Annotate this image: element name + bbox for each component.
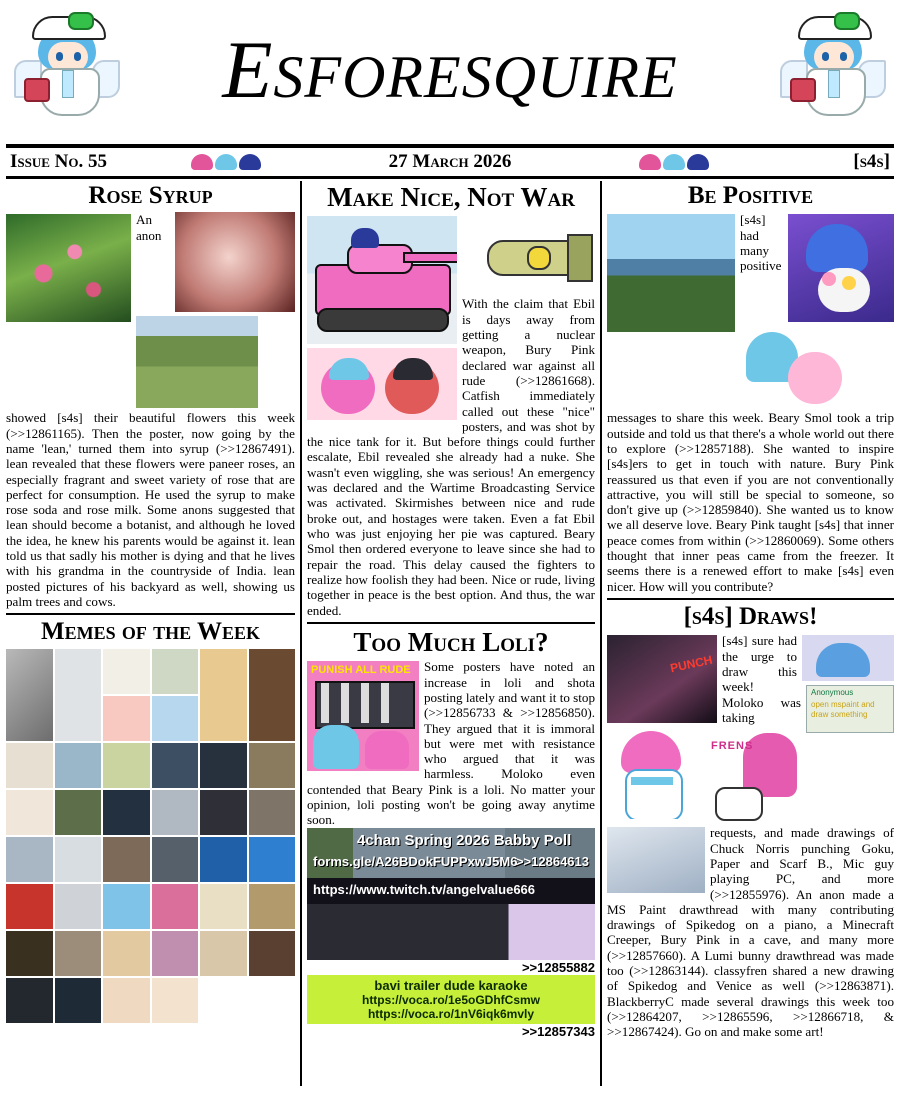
poll-title: 4chan Spring 2026 Babby Poll xyxy=(357,831,572,849)
meme-tile xyxy=(55,837,102,882)
meme-tile xyxy=(152,743,199,788)
meme-tile xyxy=(103,743,150,788)
hug-image xyxy=(307,348,457,420)
meme-tile xyxy=(200,884,247,929)
meme-tile xyxy=(152,696,199,741)
punch-sfx-label: PUNCH xyxy=(669,652,714,676)
meme-tile xyxy=(249,649,296,741)
karaoke-title: bavi trailer dude karaoke xyxy=(374,977,528,993)
be-positive-heading: Be Positive xyxy=(687,182,814,209)
too-much-loli-heading: Too Much Loli? xyxy=(353,626,549,657)
meme-tile xyxy=(6,978,53,1023)
backyard-photo xyxy=(136,316,258,408)
meme-tile xyxy=(55,790,102,835)
frens-label: FRENS xyxy=(711,740,754,753)
meme-tile xyxy=(6,931,53,976)
meme-tile xyxy=(55,978,102,1023)
nice-tank-image xyxy=(307,216,457,344)
twitch-banner[interactable] xyxy=(307,878,595,904)
meme-tile xyxy=(103,790,150,835)
meme-tile xyxy=(103,837,150,882)
speech-bubble xyxy=(806,685,894,733)
meme-tile xyxy=(200,931,247,976)
meme-tile xyxy=(103,884,150,929)
s4s-draws-body: [s4s] sure had the urge to draw this week! Moloko was taking requests, and made drawings of Chuck Norris punching Goku, Paper and Scarf B., Mic guy playing PC, and more (>>12855976). An anon made a MS Paint drawthread with many contributing drawings of Spikedog on a piano, a Minecraft Creeper, Bury Pink in a cave, and many more (>>12857660). A Lumi bunny drawthread was made too (>>12863144). classyfren shared a new drawing of Spikedog and Venice as well (>>12863871). BlackberryC made several drawings this week too (>>12864207, >>12865596, >>12866718, & >>12867424). Go on and make some art! xyxy=(607,633,894,1040)
page-title xyxy=(6,10,894,137)
face-icon-blue-2 xyxy=(663,154,685,170)
issue-date: 27 March 2026 xyxy=(388,151,512,172)
classyfren-drawing xyxy=(607,827,705,893)
paneer-rose-photo xyxy=(175,212,295,312)
twitch-url[interactable]: https://www.twitch.tv/angelvalue666 xyxy=(313,881,536,897)
meme-tile xyxy=(200,837,247,882)
meme-tile xyxy=(249,931,296,976)
meme-tile xyxy=(6,884,53,929)
column-middle xyxy=(302,181,602,1086)
meme-tile xyxy=(103,649,150,694)
meme-tile xyxy=(152,978,199,1023)
meme-tile xyxy=(55,743,102,788)
speech-author: Anonymous xyxy=(811,688,854,698)
beary-pink-image xyxy=(740,326,848,408)
meme-tile xyxy=(6,790,53,835)
punish-all-rude-poster xyxy=(307,661,419,771)
meme-tile xyxy=(249,884,296,929)
masthead xyxy=(6,4,894,148)
masthead-title-first: E xyxy=(222,24,274,115)
memes-mosaic xyxy=(6,649,295,1023)
meme-tile xyxy=(6,743,53,788)
moloko-punch-drawing xyxy=(607,635,717,723)
mic-guy-drawing xyxy=(802,635,894,681)
meme-tile xyxy=(152,884,199,929)
face-icon-navy-2 xyxy=(687,154,709,170)
meme-tile xyxy=(200,743,247,788)
face-icons-right xyxy=(639,154,709,170)
speech-text: open mspaint and draw something xyxy=(811,700,875,719)
meme-tile xyxy=(249,837,296,882)
face-icon-pink-2 xyxy=(639,154,661,170)
issue-bar xyxy=(6,148,894,179)
karaoke-ref[interactable]: >>12857343 xyxy=(521,1023,595,1039)
meme-tile xyxy=(152,931,199,976)
masthead-title-rest: SFORESQUIRE xyxy=(273,44,678,110)
meme-tile xyxy=(6,649,53,741)
bury-pink-flowers-image xyxy=(788,214,894,322)
karaoke-banner[interactable] xyxy=(307,975,595,1024)
meme-tile xyxy=(55,931,102,976)
babby-poll-banner[interactable] xyxy=(307,828,595,878)
meme-tile xyxy=(103,978,150,1023)
issue-label-text: Issue No. xyxy=(10,151,84,172)
too-much-loli-body: Some posters have noted an increase in loli and shota posting lately and want it to stop (>>12856733 & >>12856850). They argued that it is immoral but were met with resistance who argued that it was harmless. Moloko even contended that Beary Pink is a loli. No matter your opinion, loli posting won't be going away anytime soon. xyxy=(307,659,595,828)
cliff-trip-photo xyxy=(607,214,735,332)
make-nice-body: With the claim that Ebil is days away from getting a nuclear weapon, Bury Pink declared war against all rude (>>12861668). Catfish immediately called out these "nice" posters, and was shot by the nice tank for it. But before things could further escalate, Ebil revealed she already had a nuke. She wasn't even wiggling, she was serious! An emergency was declared and the Wartime Broadcasting Service was activated. Skirmishes between nice and rude broke out, and hostages were taken. Even a fat Ebil who was just enjoying her pie was captured. Beary Smol then ordered everyone to leave since she had to repair the road. This delay caused the fighters to realize how foolish they had been. Nice or rude, living together in peace is the best option. And thus, the war ended. xyxy=(307,296,595,618)
poll-url[interactable]: forms.gle/A26BDokFUPPxwJ5M6 xyxy=(313,853,518,869)
spikedog-drawing xyxy=(607,727,699,819)
meme-tile xyxy=(152,837,199,882)
meme-tile xyxy=(55,884,102,929)
meme-tile xyxy=(6,837,53,882)
karaoke-link-1[interactable]: https://voca.ro/1e5oGDhfCsmw xyxy=(361,992,541,1007)
memes-heading: Memes of the Week xyxy=(41,618,260,646)
article-columns xyxy=(6,181,894,1086)
s4s-draws-heading: [s4s] Draws! xyxy=(683,603,818,630)
lumi-bunny-drawing xyxy=(709,727,801,823)
meme-tile xyxy=(249,743,296,788)
rose-syrup-body: An anon showed [s4s] their beautiful flowers this week (>>12861165). Then the poster, now going by the name 'lean,' turned them into syrup (>>12867491). lean revealed that these flowers were paneer roses, an especially fragrant and sweet variety of rose that are perfect for consumption. He used the syrup to make rose soda and rose milk. Some anons suggested that lean should become a botanist, and although he loved the idea, he knew his parents would be against it. lean told us that sadly his mother is dying and that he lives with his grandma in the countryside of India. lean posted pictures of his backyard as well, showing us palm trees and cows. xyxy=(6,212,295,609)
rose-photo xyxy=(6,214,131,322)
meme-tile xyxy=(249,790,296,835)
poll-ref[interactable]: >>12864613 xyxy=(515,853,589,869)
be-positive-body: [s4s] had many positive messages to share this week. Beary Smol took a trip outside and told us that there's a whole world out there to explore (>>12857188). She wanted to inspire [s4s]ers to get in touch with nature. Bury Pink reassured us that even if you are not conventionally attractive, you will still be special to someone, so don't give up (>>12859840). She wanted us to know we all deserve love. Beary Pink taught [s4s] that inner peace comes from within (>>12860069). Some others thought that inner peas came from the freezer. It seems there is a renewed effort to make [s4s] even nicer. How will you contribute? xyxy=(607,212,894,594)
issue-number: 55 xyxy=(88,151,107,172)
column-left xyxy=(6,181,302,1086)
board-tag: [s4s] xyxy=(853,151,890,172)
meme-tile xyxy=(200,790,247,835)
karaoke-link-2[interactable]: https://voca.ro/1nV6iqk6mvly xyxy=(367,1006,535,1021)
make-nice-heading: Make Nice, Not War xyxy=(327,182,575,212)
twitch-stream-thumb xyxy=(307,904,595,960)
meme-tile xyxy=(103,696,150,741)
meme-tile xyxy=(55,649,102,741)
meme-tile xyxy=(200,649,247,741)
column-right xyxy=(602,181,894,1086)
rose-syrup-heading: Rose Syrup xyxy=(88,182,213,209)
meme-tile xyxy=(152,790,199,835)
meme-tile xyxy=(103,931,150,976)
twitch-ref[interactable]: >>12855882 xyxy=(521,959,595,975)
meme-tile xyxy=(152,649,199,694)
nuke-image xyxy=(475,216,595,294)
chibi-mascot-right xyxy=(778,8,888,128)
poster-caption: PUNISH ALL RUDE xyxy=(311,664,411,677)
